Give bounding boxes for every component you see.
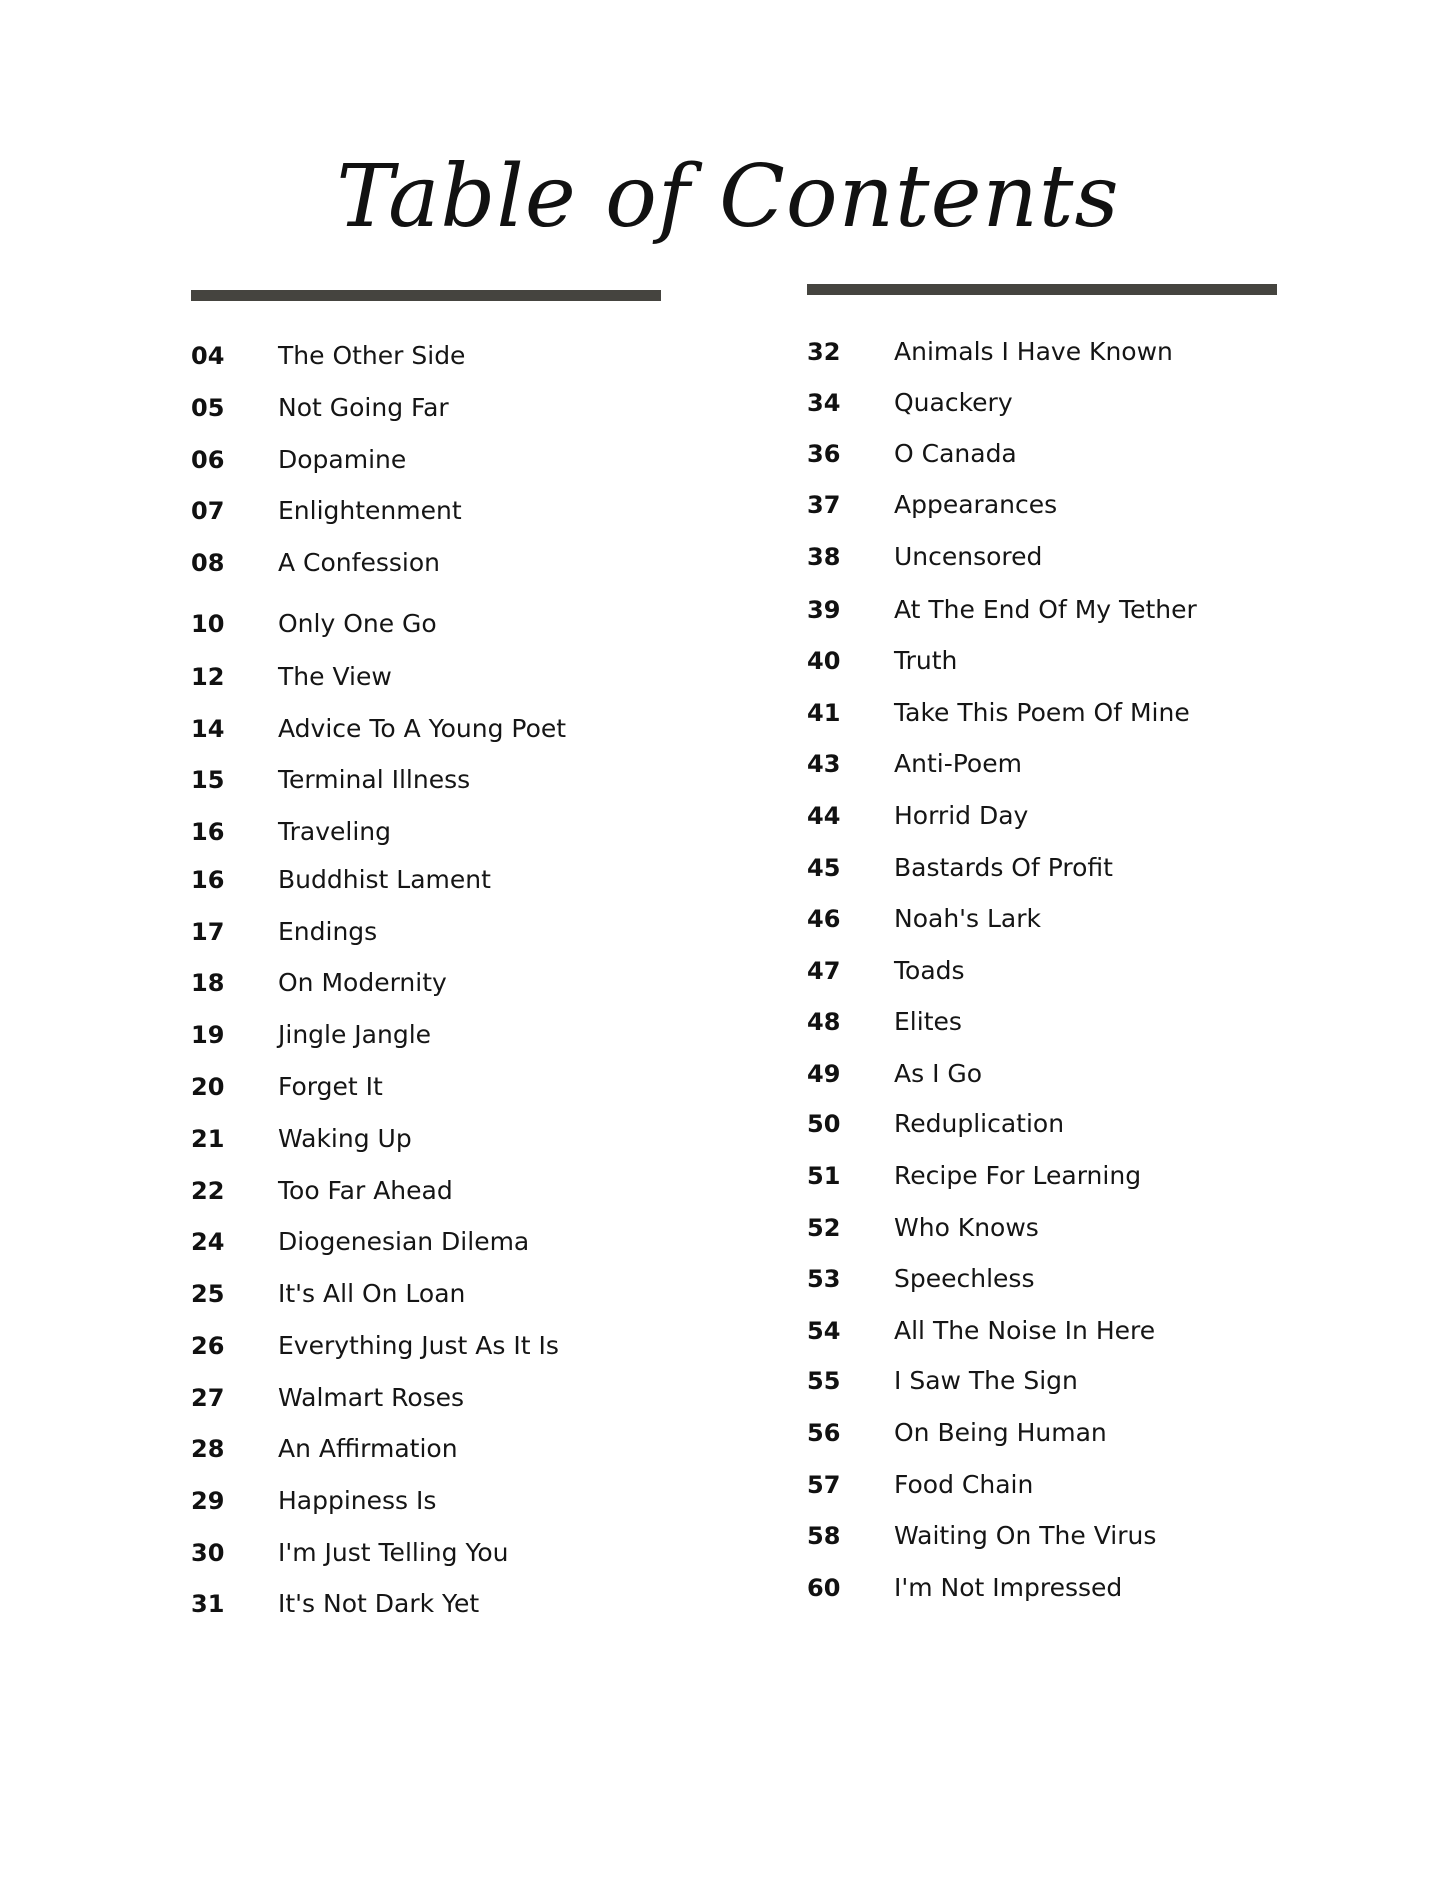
toc-entry-title: Too Far Ahead xyxy=(278,1176,453,1205)
toc-entry xyxy=(807,332,1367,372)
toc-entry-title: Who Knows xyxy=(894,1213,1039,1242)
toc-entry xyxy=(807,744,1367,784)
toc-entry xyxy=(191,1067,751,1107)
toc-page-number: 47 xyxy=(807,957,841,985)
toc-page-number: 34 xyxy=(807,389,841,417)
toc-page-number: 06 xyxy=(191,446,225,474)
toc-page-number: 14 xyxy=(191,715,225,743)
toc-entry xyxy=(191,1584,751,1624)
toc-page-number: 38 xyxy=(807,543,841,571)
toc-entry-title: Only One Go xyxy=(278,609,437,638)
toc-entry xyxy=(191,812,751,852)
toc-page-number: 37 xyxy=(807,491,841,519)
toc-entry-title: Diogenesian Dilema xyxy=(278,1227,530,1256)
toc-entry-title: An Affirmation xyxy=(278,1434,458,1463)
toc-entry-title: Quackery xyxy=(894,388,1013,417)
toc-entry-title: Enlightenment xyxy=(278,496,462,525)
toc-page-number: 58 xyxy=(807,1522,841,1550)
toc-page-number: 48 xyxy=(807,1008,841,1036)
toc-entry-title: Elites xyxy=(894,1007,962,1036)
toc-entry-title: Not Going Far xyxy=(278,393,449,422)
toc-page-number: 10 xyxy=(191,610,225,638)
toc-page-number: 40 xyxy=(807,647,841,675)
toc-page-number: 18 xyxy=(191,969,225,997)
toc-page-number: 04 xyxy=(191,342,225,370)
toc-page-number: 32 xyxy=(807,338,841,366)
toc-entry xyxy=(191,1326,751,1366)
toc-entry-title: On Modernity xyxy=(278,968,447,997)
toc-entry-title: All The Noise In Here xyxy=(894,1316,1156,1345)
toc-entry-title: It's All On Loan xyxy=(278,1279,466,1308)
toc-entry xyxy=(191,1378,751,1418)
toc-entry xyxy=(191,1015,751,1055)
toc-page-number: 07 xyxy=(191,497,225,525)
toc-entry-title: Recipe For Learning xyxy=(894,1161,1142,1190)
page-title: Table of Contents xyxy=(336,147,1120,247)
right-column-divider xyxy=(807,284,1277,295)
toc-entry-title: Walmart Roses xyxy=(278,1383,465,1412)
toc-entry xyxy=(807,1208,1367,1248)
toc-page-number: 21 xyxy=(191,1125,225,1153)
toc-page-number: 20 xyxy=(191,1073,225,1101)
toc-entry xyxy=(191,709,751,749)
toc-entry-title: I'm Just Telling You xyxy=(278,1538,509,1567)
toc-entry xyxy=(191,860,751,900)
toc-entry xyxy=(807,899,1367,939)
toc-entry-title: Forget It xyxy=(278,1072,383,1101)
toc-entry xyxy=(191,657,751,697)
toc-page-number: 19 xyxy=(191,1021,225,1049)
toc-entry xyxy=(807,1568,1367,1608)
toc-page-number: 16 xyxy=(191,866,225,894)
toc-entry xyxy=(807,1054,1367,1094)
toc-page-number: 26 xyxy=(191,1332,225,1360)
toc-page-number: 28 xyxy=(191,1435,225,1463)
toc-entry-title: Animals I Have Known xyxy=(894,337,1173,366)
toc-entry xyxy=(807,1156,1367,1196)
toc-entry xyxy=(807,693,1367,733)
toc-entry-title: Endings xyxy=(278,917,378,946)
toc-entry-title: I Saw The Sign xyxy=(894,1366,1078,1395)
toc-entry xyxy=(191,543,751,583)
toc-page-number: 54 xyxy=(807,1317,841,1345)
toc-entry xyxy=(807,590,1367,630)
toc-entry-title: Happiness Is xyxy=(278,1486,437,1515)
toc-entry xyxy=(191,963,751,1003)
toc-entry xyxy=(807,796,1367,836)
toc-page-number: 29 xyxy=(191,1487,225,1515)
toc-entry-title: Reduplication xyxy=(894,1109,1065,1138)
toc-entry xyxy=(191,440,751,480)
toc-page-number: 08 xyxy=(191,549,225,577)
toc-entry-title: Buddhist Lament xyxy=(278,865,491,894)
toc-entry xyxy=(191,1119,751,1159)
toc-page-number: 27 xyxy=(191,1384,225,1412)
toc-entry-title: Terminal Illness xyxy=(278,765,471,794)
toc-entry-title: Food Chain xyxy=(894,1470,1034,1499)
toc-entry-title: The Other Side xyxy=(278,341,466,370)
toc-entry xyxy=(191,760,751,800)
toc-entry-title: Dopamine xyxy=(278,445,407,474)
toc-page-number: 17 xyxy=(191,918,225,946)
toc-entry xyxy=(191,491,751,531)
toc-entry xyxy=(807,1259,1367,1299)
toc-entry xyxy=(807,951,1367,991)
toc-page-number: 05 xyxy=(191,394,225,422)
toc-page-number: 39 xyxy=(807,596,841,624)
toc-entry-title: Take This Poem Of Mine xyxy=(894,698,1190,727)
toc-entry xyxy=(807,485,1367,525)
toc-page-number: 49 xyxy=(807,1060,841,1088)
toc-entry-title: Traveling xyxy=(278,817,391,846)
toc-page-number: 50 xyxy=(807,1110,841,1138)
toc-page-number: 31 xyxy=(191,1590,225,1618)
toc-page-number: 22 xyxy=(191,1177,225,1205)
toc-entry xyxy=(807,1104,1367,1144)
toc-page-number: 25 xyxy=(191,1280,225,1308)
toc-entry-title: Speechless xyxy=(894,1264,1035,1293)
toc-page-number: 55 xyxy=(807,1367,841,1395)
toc-entry-title: Truth xyxy=(894,646,958,675)
toc-entry-title: Bastards Of Profit xyxy=(894,853,1113,882)
toc-entry-title: Appearances xyxy=(894,490,1058,519)
toc-entry xyxy=(807,383,1367,423)
toc-entry-title: Horrid Day xyxy=(894,801,1029,830)
toc-page-number: 53 xyxy=(807,1265,841,1293)
toc-page-number: 30 xyxy=(191,1539,225,1567)
toc-entry-title: O Canada xyxy=(894,439,1017,468)
toc-page-number: 56 xyxy=(807,1419,841,1447)
toc-entry-title: Noah's Lark xyxy=(894,904,1042,933)
toc-page-number: 57 xyxy=(807,1471,841,1499)
toc-entry xyxy=(191,1429,751,1469)
toc-entry-title: Waiting On The Virus xyxy=(894,1521,1157,1550)
toc-page-number: 41 xyxy=(807,699,841,727)
toc-entry xyxy=(191,604,751,644)
toc-entry xyxy=(807,1413,1367,1453)
toc-entry-title: On Being Human xyxy=(894,1418,1107,1447)
toc-page-number: 43 xyxy=(807,750,841,778)
toc-entry-title: At The End Of My Tether xyxy=(894,595,1197,624)
toc-page-number: 51 xyxy=(807,1162,841,1190)
toc-entry xyxy=(807,434,1367,474)
toc-entry xyxy=(191,912,751,952)
toc-entry-title: Everything Just As It Is xyxy=(278,1331,559,1360)
toc-entry-title: I'm Not Impressed xyxy=(894,1573,1123,1602)
toc-page-number: 16 xyxy=(191,818,225,846)
toc-page-number: 15 xyxy=(191,766,225,794)
toc-entry-title: Advice To A Young Poet xyxy=(278,714,567,743)
toc-entry xyxy=(807,1311,1367,1351)
toc-entry-title: As I Go xyxy=(894,1059,983,1088)
toc-page-number: 45 xyxy=(807,854,841,882)
toc-entry-title: The View xyxy=(278,662,392,691)
toc-entry xyxy=(191,1533,751,1573)
toc-entry-title: A Confession xyxy=(278,548,440,577)
toc-entry xyxy=(191,336,751,376)
toc-page-number: 44 xyxy=(807,802,841,830)
toc-entry-title: Anti-Poem xyxy=(894,749,1022,778)
toc-entry xyxy=(807,641,1367,681)
toc-entry xyxy=(191,1171,751,1211)
toc-entry-title: Waking Up xyxy=(278,1124,412,1153)
toc-entry-title: Uncensored xyxy=(894,542,1043,571)
toc-entry xyxy=(807,537,1367,577)
toc-page-number: 60 xyxy=(807,1574,841,1602)
toc-entry xyxy=(807,1465,1367,1505)
toc-page-number: 46 xyxy=(807,905,841,933)
toc-page-number: 36 xyxy=(807,440,841,468)
toc-page-number: 24 xyxy=(191,1228,225,1256)
toc-entry xyxy=(191,1222,751,1262)
toc-entry xyxy=(807,1516,1367,1556)
toc-page-number: 12 xyxy=(191,663,225,691)
toc-entry xyxy=(807,1002,1367,1042)
toc-entry-title: Toads xyxy=(894,956,965,985)
toc-entry xyxy=(191,1481,751,1521)
toc-entry xyxy=(191,1274,751,1314)
toc-entry-title: It's Not Dark Yet xyxy=(278,1589,480,1618)
toc-page-number: 52 xyxy=(807,1214,841,1242)
toc-entry xyxy=(807,848,1367,888)
toc-entry xyxy=(191,388,751,428)
toc-entry-title: Jingle Jangle xyxy=(278,1020,432,1049)
left-column-divider xyxy=(191,290,661,301)
toc-entry xyxy=(807,1361,1367,1401)
